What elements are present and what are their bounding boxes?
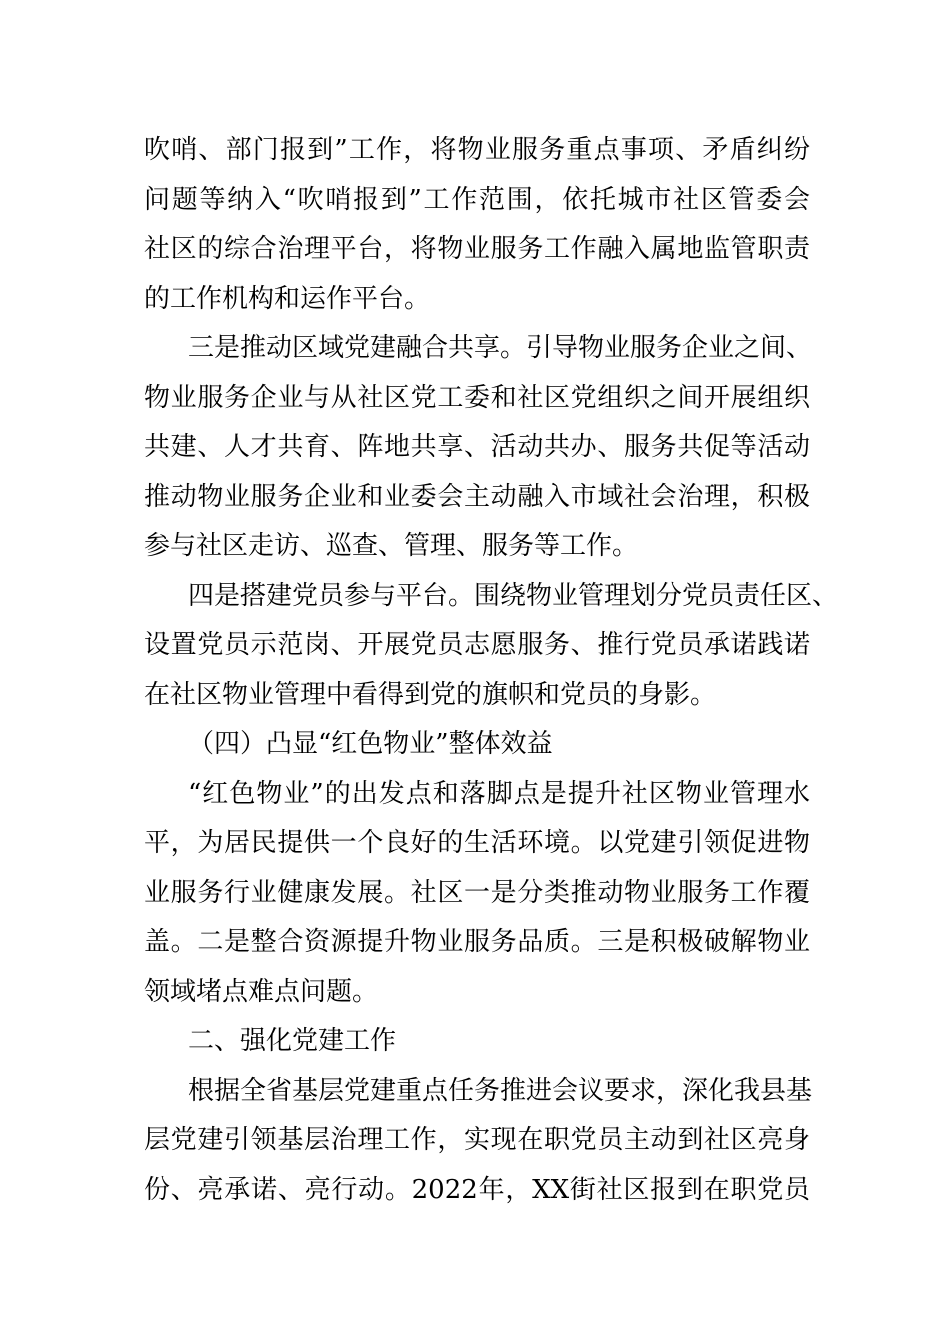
section-heading: （四）凸显“红色物业”整体效益 bbox=[188, 729, 553, 759]
paragraph-line: 三是推动区域党建融合共享。引导物业服务企业之间、 bbox=[188, 333, 813, 363]
paragraph-line: 四是搭建党员参与平台。围绕物业管理划分党员责任区、 bbox=[188, 580, 839, 611]
paragraph-line: 根据全省基层党建重点任务推进会议要求，深化我县基 bbox=[188, 1075, 813, 1106]
paragraph-line: 吹哨、部门报到”工作，将物业服务重点事项、矛盾纠纷 bbox=[144, 135, 810, 165]
paragraph-line: 物业服务企业与从社区党工委和社区党组织之间开展组织 bbox=[144, 382, 810, 413]
paragraph-line: 业服务行业健康发展。社区一是分类推动物业服务工作覆 bbox=[144, 877, 810, 908]
paragraph-line: 份、亮承诺、亮行动。2022年，XX街社区报到在职党员 bbox=[144, 1174, 810, 1205]
paragraph-line: 在社区物业管理中看得到党的旗帜和党员的身影。 bbox=[144, 679, 717, 710]
paragraph-line: 社区的综合治理平台，将物业服务工作融入属地监管职责 bbox=[144, 234, 810, 264]
paragraph-line: 的工作机构和运作平台。 bbox=[144, 283, 431, 314]
paragraph-line: 领域堵点难点问题。 bbox=[144, 976, 379, 1007]
paragraph-line: “红色物业”的出发点和落脚点是提升社区物业管理水 bbox=[188, 778, 810, 809]
paragraph-line: 问题等纳入“吹哨报到”工作范围，依托城市社区管委会 bbox=[144, 184, 810, 215]
paragraph-line: 共建、人才共育、阵地共享、活动共办、服务共促等活动 bbox=[144, 432, 810, 462]
section-heading: 二、强化党建工作 bbox=[188, 1026, 397, 1056]
paragraph-line: 平，为居民提供一个良好的生活环境。以党建引领促进物 bbox=[144, 828, 810, 858]
paragraph-line: 层党建引领基层治理工作，实现在职党员主动到社区亮身 bbox=[144, 1125, 810, 1155]
paragraph-line: 推动物业服务企业和业委会主动融入市域社会治理，积极 bbox=[144, 481, 810, 512]
paragraph-line: 参与社区走访、巡查、管理、服务等工作。 bbox=[144, 531, 639, 561]
document-body bbox=[144, 126, 839, 1215]
paragraph-line: 设置党员示范岗、开展党员志愿服务、推行党员承诺践诺 bbox=[144, 630, 810, 660]
paragraph-line: 盖。二是整合资源提升物业服务品质。三是积极破解物业 bbox=[144, 927, 810, 957]
